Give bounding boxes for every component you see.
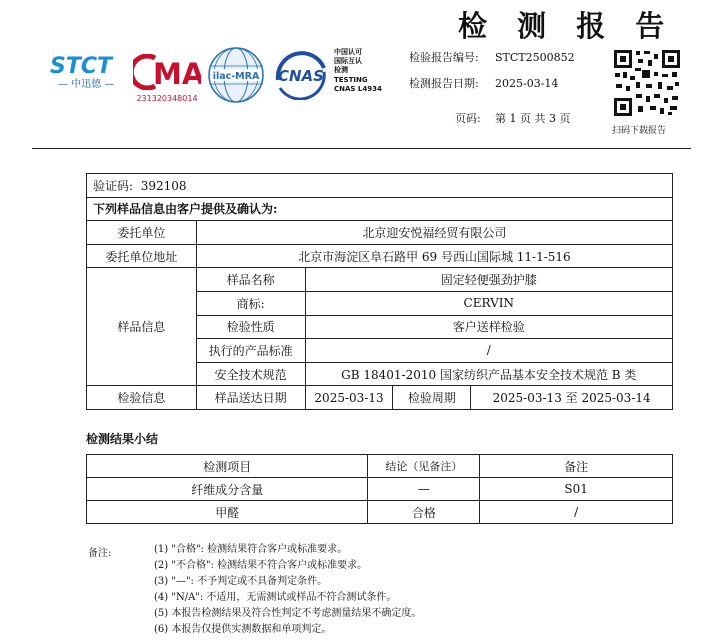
header-divider xyxy=(32,148,691,149)
stct-logo-subtitle: — 中迅德 — xyxy=(58,79,115,90)
cma-logo xyxy=(133,54,201,103)
report-date: 2025-03-14 xyxy=(495,77,559,90)
table-cell: 合格 xyxy=(368,501,480,524)
cnas-text: CNAS xyxy=(278,67,324,85)
qr-code[interactable] xyxy=(612,48,682,118)
cnas-accreditation-text xyxy=(334,48,382,94)
period-label: 检验周期 xyxy=(393,386,471,410)
sample-row-value: 客户送样检验 xyxy=(305,315,672,339)
note-item: (1) "合格": 检测结果符合客户或标准要求。 xyxy=(154,544,348,555)
note-item: (2) "不合格": 检测结果不符合客户或标准要求。 xyxy=(154,560,368,571)
cnas-side-line: TESTING xyxy=(334,75,368,84)
report-title: 检 测 报 告 xyxy=(458,9,675,43)
table-row xyxy=(87,478,673,501)
table-cell: 甲醛 xyxy=(87,501,368,524)
stct-logo xyxy=(50,56,130,96)
cnas-side-line: 国际互认 xyxy=(334,57,362,66)
verification-code: 392108 xyxy=(140,178,187,193)
column-header: 检测项目 xyxy=(87,455,368,478)
ma-letters: MA xyxy=(153,57,201,90)
table-row xyxy=(87,501,673,524)
table-cell: / xyxy=(480,501,673,524)
cnas-side-line: 检测 xyxy=(334,66,348,75)
column-header: 备注 xyxy=(480,455,673,478)
note-item: (3) "—": 不予判定或不具备判定条件。 xyxy=(154,576,328,587)
qr-code-icon xyxy=(612,48,682,118)
sample-row-label: 检验性质 xyxy=(196,315,305,339)
verification-label: 验证码: xyxy=(93,178,134,193)
cnas-mark-icon xyxy=(270,50,332,100)
note-item: (5) 本报告检测结果及符合性判定不考虑测量结果不确定度。 xyxy=(154,608,422,619)
sample-row-label: 样品名称 xyxy=(196,268,305,292)
stct-logo-text: STCT xyxy=(50,54,113,79)
sample-row-value: 固定轻便强劲护膝 xyxy=(305,268,672,292)
cma-mark-icon xyxy=(133,54,201,90)
arrival-date-label: 样品送达日期 xyxy=(196,386,305,410)
period-value: 2025-03-13 至 2025-03-14 xyxy=(471,386,673,410)
cma-number: 231320348014 xyxy=(136,94,198,103)
sample-row-value: / xyxy=(305,339,672,363)
cnas-side-line: 中国认可 xyxy=(334,48,362,56)
report-date-label: 检测报告日期: xyxy=(409,77,479,90)
sample-row-label: 安全技术规范 xyxy=(196,362,305,386)
table-row xyxy=(87,268,673,292)
table-row xyxy=(87,174,673,198)
notes-label: 备注: xyxy=(88,548,112,559)
client-label: 委托单位 xyxy=(87,221,197,245)
table-row xyxy=(87,244,673,268)
table-cell: 纤维成分含量 xyxy=(87,478,368,501)
note-item: (4) "N/A": 不适用，无需测试或样品不符合测试条件。 xyxy=(154,592,397,603)
table-row xyxy=(87,197,673,221)
note-item: (6) 本报告仅提供实测数据和单项判定。 xyxy=(154,624,332,635)
arrival-date: 2025-03-13 xyxy=(305,386,393,410)
page-label: 页码: xyxy=(455,112,481,125)
results-section-title: 检测结果小结 xyxy=(86,432,159,446)
address-label: 委托单位地址 xyxy=(87,244,197,268)
ilac-text: ilac-MRA xyxy=(212,71,260,82)
sample-row-value: GB 18401-2010 国家纺织产品基本安全技术规范 B 类 xyxy=(305,362,672,386)
report-number-label: 检验报告编号: xyxy=(409,51,479,64)
sample-info-label: 样品信息 xyxy=(87,268,197,386)
table-cell: S01 xyxy=(480,478,673,501)
table-cell: — xyxy=(368,478,480,501)
sample-row-value: CERVIN xyxy=(305,291,672,315)
results-table xyxy=(86,454,673,524)
client-provided-note: 下列样品信息由客户提供及确认为: xyxy=(87,197,673,221)
ilac-mra-logo xyxy=(207,46,265,104)
client-value: 北京迎安悦福经贸有限公司 xyxy=(196,221,672,245)
address-value: 北京市海淀区阜石路甲 69 号西山国际城 11-1-516 xyxy=(196,244,672,268)
table-header-row xyxy=(87,455,673,478)
table-row xyxy=(87,386,673,410)
sample-row-label: 商标: xyxy=(196,291,305,315)
verification-cell xyxy=(87,174,673,198)
ilac-globe-icon xyxy=(207,46,265,104)
column-header: 结论（见备注） xyxy=(368,455,480,478)
qr-caption: 扫码下载报告 xyxy=(612,126,667,136)
sample-row-label: 执行的产品标准 xyxy=(196,339,305,363)
inspection-info-label: 检验信息 xyxy=(87,386,197,410)
cnas-logo xyxy=(270,50,332,100)
table-row xyxy=(87,221,673,245)
cnas-side-line: CNAS L4934 xyxy=(334,84,382,93)
report-number: STCT2500852 xyxy=(495,51,575,64)
page-number: 第 1 页 共 3 页 xyxy=(495,112,571,125)
sample-info-table xyxy=(86,173,673,410)
